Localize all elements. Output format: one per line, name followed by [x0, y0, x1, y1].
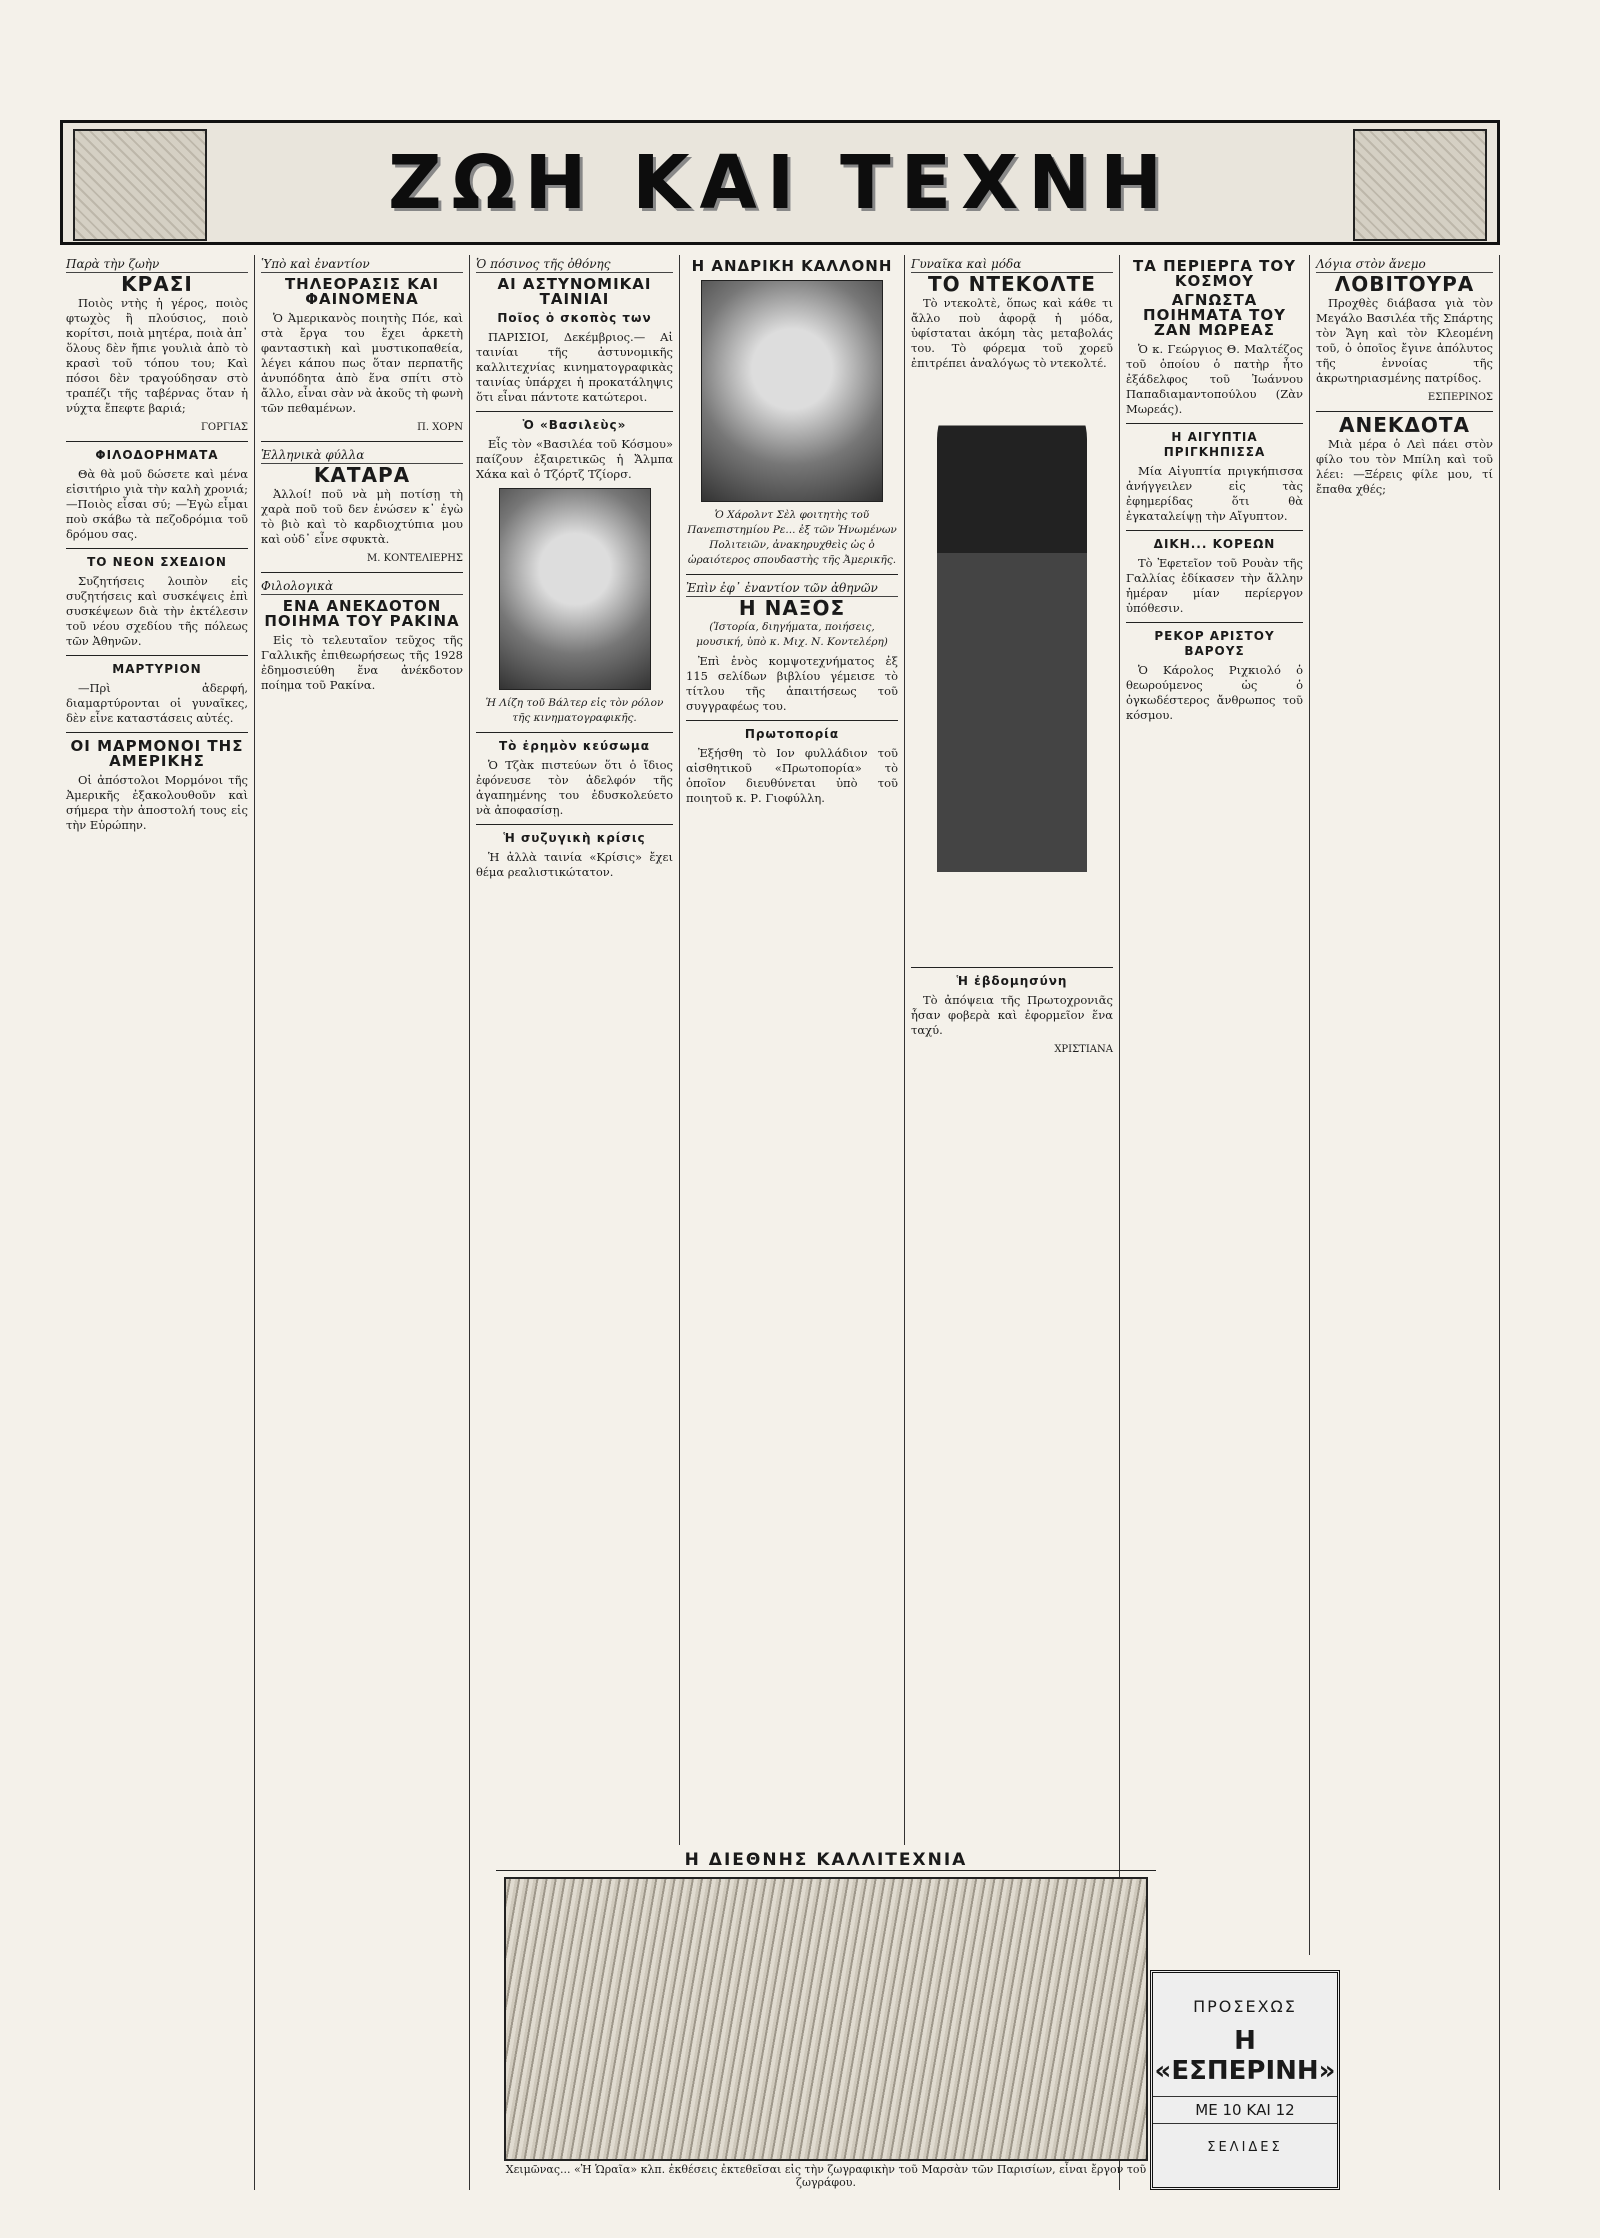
advert-line-2: Η «ΕΣΠΕΡΙΝΗ» [1154, 2026, 1336, 2086]
article-rubric: Ἐπὶν ἐφ᾽ ἐναντίον τῶν ἀθηνῶν [686, 581, 898, 597]
article-text: Τὸ Ἐφετεῖον τοῦ Ρουὰν τῆς Γαλλίας ἐδίκασεν τὴν ἄλλην ἡμέραν μίαν περίεργον ὑπόθεσιν. [1126, 556, 1303, 615]
article-text: Ὁ Κάρολος Ριχκιολό ὁ θεωρούμενος ὡς ὁ ὀγκωδέστερος ἄνθρωπος τοῦ κόσμου. [1126, 663, 1303, 722]
article-headline: Η ΑΙΓΥΠΤΙΑ ΠΡΙΓΚΗΠΙΣΣΑ [1163, 430, 1266, 459]
article-headline: ΕΝΑ ΑΝΕΚΔΟΤΟΝ ΠΟΙΗΜΑ ΤΟΥ ΡΑΚΙΝΑ [264, 597, 460, 630]
column-2 [255, 255, 470, 2190]
article-text: —Πρὶ ἀδερφή, διαμαρτύρονται οἱ γυναῖκες, δὲν εἶνε καταστάσεις αὐτές. [66, 681, 248, 725]
article-signature: ΧΡΙΣΤΙΑΝΑ [1054, 1044, 1113, 1055]
article-headline: Ὁ «Βασιλεὺς» [522, 418, 627, 432]
art-feature-caption: Χειμῶνας... «Ἡ Ὡραῖα» κλπ. ἐκθέσεις ἐκτεθεῖσαι εἰς τὴν ζωγραφικὴν τοῦ Μαρσὰν τῶν Παρισίων, εἶναι ἔργον τοῦ ζωγράφου. [505, 2163, 1147, 2189]
photo-caption: Ἡ Λίζη τοῦ Βάλτερ εἰς τὸν ρόλον τῆς κινηματογραφικῆς. [485, 697, 664, 724]
article-signature: Μ. ΚΟΝΤΕΛΙΕΡΗΣ [367, 553, 463, 564]
article-headline: ΚΡΑΣΙ [121, 272, 193, 296]
article-rubric: Φιλολογικὰ [261, 579, 463, 595]
art-feature [496, 1850, 1156, 2195]
article-text: Τὸ ντεκολτὲ, ὅπως καὶ κάθε τι ἄλλο ποὺ ἀφορᾷ ἡ μόδα, ὑφίσταται ἀκόμη τὰς μεταβολάς του. Τὸ φόρεμα τοῦ χορεῦ ἐπιτρέπει ἀναλόγως τὸ ντεκολτέ. [911, 296, 1113, 370]
masthead-banner [60, 120, 1500, 245]
article-headline: Η ΑΝΔΡΙΚΗ ΚΑΛΛΟΝΗ [691, 257, 893, 275]
newspaper-page [60, 120, 1500, 2200]
column-rubric: Γυναῖκα καὶ μόδα [911, 257, 1113, 273]
article-signature: ΓΟΡΓΙΑΣ [200, 422, 248, 433]
column-rubric: Λόγια στὸν ἄνεμο [1316, 257, 1493, 273]
article-text: Ὁ Ἀμερικανὸς ποιητὴς Πόε, καὶ στὰ ἔργα του ἔχει ἀρκετὴ φανταστικὴ καὶ μυστικοπαθεία, λέγει κάπου πως ὅταν περπατῆς ἀνυπόδητα ἀπὸ ἕνα σπίτι στὸ ἄλλο, εἶναι σὰν νὰ ἀκοῦς τὴ φωνὴ τῶν πεθαμένων. [261, 311, 463, 415]
article-text: Τὸ ἀπόψεια τῆς Πρωτοχρονιᾶς ἦσαν φοβερὰ καὶ ἐφορμεῖον ἕνα ταχύ. [911, 993, 1113, 1037]
column-3 [470, 255, 680, 1845]
article-subhead: Ποῖος ὁ σκοπὸς των [497, 311, 652, 325]
article-text: Οἱ ἀπόστολοι Μορμόνοι τῆς Ἀμερικῆς ἐξακολουθοῦν καὶ σήμερα τὴν ἀποστολή τους εἰς τὴν Εὐρώπην. [66, 773, 248, 832]
article-text: Ἀλλοί! ποῦ νὰ μὴ ποτίσῃ τὴ χαρὰ ποῦ τοῦ δεν ἐνώσεν κ᾽ ἐγὼ τὸ βιὸ καὶ τὸ καρδιοχτύπια μου καὶ οὐδ᾽ εἶνε σφυκτὰ. [261, 487, 463, 546]
article-headline: ΤΗΛΕΟΡΑΣΙΣ ΚΑΙ ΦΑΙΝΟΜΕΝΑ [284, 275, 440, 308]
column-rubric: Παρὰ τὴν ζωὴν [66, 257, 248, 273]
column-6 [1120, 255, 1310, 1955]
fashion-illustration [937, 379, 1087, 959]
advert-line-3: ΜΕ 10 ΚΑΙ 12 [1153, 2096, 1337, 2124]
article-text: Ἡ ἀλλὰ ταινία «Κρίσις» ἔχει θέμα ρεαλιστικώτατον. [476, 850, 673, 879]
article-text: Συζητήσεις λοιπὸν εἰς συζητήσεις καὶ συσκέψεις ἐπὶ συσκέψεων διὰ τὴν ἐκτέλεσιν τοῦ νέου σχεδίου τῆς πόλεως τῶν Ἀθηνῶν. [66, 574, 248, 648]
photo-caption: Ὁ Χάρολντ Σὲλ φοιτητὴς τοῦ Πανεπιστημίου Ρε... ἐξ τῶν Ἡνωμένων Πολιτειῶν, ἀνακηρυχθεὶς ὡς ὁ ὡραιότερος σπουδαστὴς τῆς Ἀμερικῆς. [687, 509, 897, 566]
article-text: Εἶς τὸν «Βασιλέα τοῦ Κόσμου» παίζουν ἐξαιρετικῶς ἡ Ἄλμπα Χάκα καὶ ὁ Τζόρτζ Τζίορσ. [476, 437, 673, 481]
article-signature: ΕΣΠΕΡΙΝΟΣ [1427, 392, 1493, 403]
article-headline: Ἡ συζυγικὴ κρίσις [503, 831, 646, 845]
article-text: Ποιὸς ντὴς ἡ γέρος, ποιὸς φτωχὸς ἢ πλούσιος, ποιὸ κορίτσι, ποιὰ μητέρα, ποιὰ ἀπ᾽ ὅλους δὲν ἤπιε γουλιὰ ἀπὸ τὸ κρασὶ τοῦ τόπου του; Καὶ πόσοι δὲν τραγούδησαν στὸ τραπέζι τῆς ταβέρνας ὅταν ἡ νύχτα ἔπεφτε βαριά; [66, 296, 248, 415]
article-text: Ὁ Τζὰκ πιστεύων ὅτι ὁ ἴδιος ἐφόνευσε τὸν ἀδελφόν τῆς ἀγαπημένης του ἐδυσκολεύετο νὰ ἀποφασίσῃ. [476, 758, 673, 817]
article-headline: ΤΟ ΝΤΕΚΟΛΤΕ [928, 272, 1096, 296]
article-subhead: (Ἱστορία, διηγήματα, ποιήσεις, μουσική, ὑπὸ κ. Μιχ. Ν. Κοντελέρη) [696, 621, 888, 648]
article-text: Ἐξήσθη τὸ Ιον φυλλάδιον τοῦ αἰσθητικοῦ «Πρωτοπορία» τὸ ὁποῖον διευθύνεται ὑπὸ τοῦ ποιητοῦ κ. Ρ. Γιοφύλλη. [686, 746, 898, 805]
article-signature: Π. ΧΟΡΝ [417, 422, 463, 433]
article-headline: Πρωτοπορία [744, 727, 840, 741]
article-headline: ΛΟΒΙΤΟΥΡΑ [1334, 272, 1475, 296]
masthead-illustration-right [1353, 129, 1487, 241]
column-rubric: Ὑπὸ καὶ ἐναντίον [261, 257, 463, 273]
article-text: Μιὰ μέρα ὁ Λεὶ πάει στὸν φίλο του τὸν Μπίλη καὶ τοῦ λέει: —Ξέρεις φίλε μου, τί ἔπαθα χθές; [1316, 437, 1493, 496]
article-headline: ΜΑΡΤΥΡΙΟΝ [112, 662, 202, 676]
advert-line-1: ΠΡΟΣΕΧΩΣ [1193, 1997, 1297, 2016]
column-7 [1310, 255, 1500, 2190]
masthead-illustration-left [73, 129, 207, 241]
portrait-photo [701, 280, 883, 502]
column-4 [680, 255, 905, 1845]
article-headline: ΦΙΛΟΔΟΡΗΜΑΤΑ [95, 448, 219, 462]
article-headline: ΚΑΤΑΡΑ [313, 463, 411, 487]
actress-photo [499, 488, 651, 690]
advert-line-4: ΣΕΛΙΔΕΣ [1207, 2140, 1283, 2155]
masthead-title: ΖΩΗ ΚΑΙ ΤΕΧΝΗ [387, 139, 1173, 226]
article-headline: ΤΟ ΝΕΟΝ ΣΧΕΔΙΟΝ [87, 555, 227, 569]
column-rubric: Ὁ πόσινος τῆς ὀθόνης [476, 257, 673, 273]
article-headline: ΔΙΚΗ... ΚΟΡΕΩΝ [1153, 537, 1276, 551]
column-rubric: ΤΑ ΠΕΡΙΕΡΓΑ ΤΟΥ ΚΟΣΜΟΥ [1133, 257, 1296, 290]
article-text: Εἰς τὸ τελευταῖον τεῦχος τῆς Γαλλικῆς ἐπιθεωρήσεως τῆς 1928 ἐδημοσιεύθη ἕνα ἀνέκδοτον ποίημα τοῦ Ρακίνα. [261, 633, 463, 692]
art-feature-title: Η ΔΙΕΘΝΗΣ ΚΑΛΛΙΤΕΧΝΙΑ [496, 1850, 1156, 1871]
article-text: Μία Αἰγυπτία πριγκήπισσα ἀνήγγειλεν εἰς τὰς ἐφημερίδας ὅτι θὰ ἐγκαταλείψῃ τὴν Αἴγυπτον. [1126, 464, 1303, 523]
art-feature-image [504, 1877, 1148, 2161]
article-text: Ὁ κ. Γεώργιος Θ. Μαλτέζος τοῦ ὁποίου ὁ πατὴρ ἦτο ἐξάδελφος τοῦ Ἰωάννου Παπαδιαμαντοπούλου (Ζὰν Μωρεάς). [1126, 342, 1303, 416]
article-headline: ΑΝΕΚΔΟΤΑ [1339, 413, 1470, 437]
advertisement-box [1150, 1970, 1340, 2190]
article-text: ΠΑΡΙΣΙΟΙ, Δεκέμβριος.— Αἱ ταινίαι τῆς ἀστυνομικῆς καλλιτεχνίας κινηματογραφικὰς ταινίας ὑπάρχει ἡ προκατάληψις ὅτι εἶναι πάντοτε κατώτεροι. [476, 330, 673, 404]
article-text: Ἐπὶ ἑνὸς κομψοτεχνήματος ἐξ 115 σελίδων βιβλίου γέμεισε τὸ τίτλου τῆς ἀπαιτήσεως τοῦ συγγραφέως του. [686, 654, 898, 713]
article-headline: Τὸ ἐρημὸν κεύσωμα [498, 739, 650, 753]
article-text: Προχθὲς διάβασα γιὰ τὸν Μεγάλο Βασιλέα τῆς Σπάρτης τὸν Ἄγη καὶ τὸν Κλεομένη τοῦ, ὁ ὁποῖος ἔγινε ἀπόλυτος τῆς ἐννοίας τῆς ἀκρωτηριασμένης πατρίδος. [1316, 296, 1493, 385]
article-headline: Η ΝΑΞΟΣ [738, 596, 846, 620]
article-headline: ΑΓΝΩΣΤΑ ΠΟΙΗΜΑΤΑ ΤΟΥ ΖΑΝ ΜΩΡΕΑΣ [1143, 291, 1286, 339]
article-headline: ΟΙ ΜΑΡΜΟΝΟΙ ΤΗΣ ΑΜΕΡΙΚΗΣ [70, 737, 244, 770]
article-text: Θὰ θὰ μοῦ δώσετε καὶ μένα εἰσιτήριο γιὰ τὴν καλὴ χρονιά; —Ποιὸς εἶσαι σύ; —Ἐγὼ εἶμαι ποὺ σκάβω τὰ πεζοδρόμια τοῦ δρόμου σας. [66, 467, 248, 541]
article-rubric: Ἑλληνικὰ φύλλα [261, 448, 463, 464]
article-headline: Ἡ ἐβδομησύνη [956, 974, 1068, 988]
article-headline: ΡΕΚΟΡ ΑΡΙΣΤΟΥ ΒΑΡΟΥΣ [1154, 629, 1275, 658]
column-1 [60, 255, 255, 2190]
article-headline: ΑΙ ΑΣΤΥΝΟΜΙΚΑΙ ΤΑΙΝΙΑΙ [497, 275, 652, 308]
